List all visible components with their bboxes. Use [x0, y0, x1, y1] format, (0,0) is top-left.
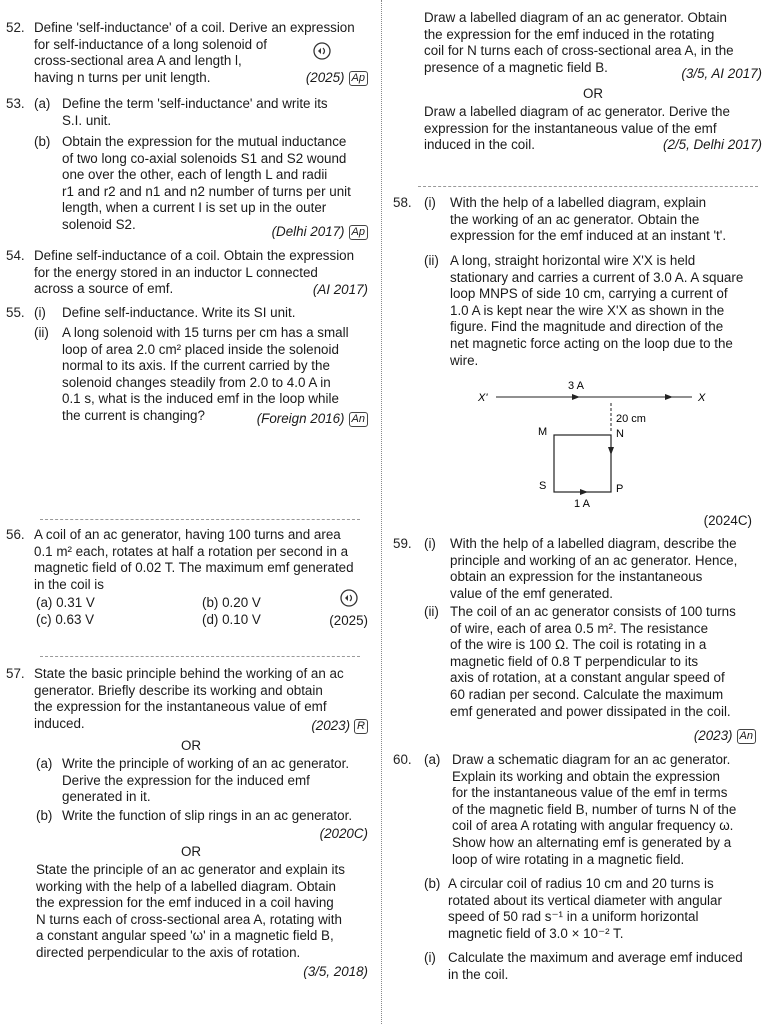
text-line: expression for the emf induced at an instant 't'.	[450, 228, 727, 244]
or-label: OR	[582, 86, 604, 101]
part-label: (ii)	[424, 604, 439, 619]
source-tag: (2025) Ap	[306, 70, 368, 87]
text-line: net magnetic force acting on the loop due to the	[450, 335, 733, 351]
wire-current-label: 3 A	[568, 380, 584, 392]
part-label: (ii)	[34, 325, 49, 340]
question-text	[34, 527, 376, 593]
text-line: N turns each of cross-sectional area A, rotating with	[36, 911, 342, 927]
part-ii-text	[450, 604, 762, 720]
text-line: the expression for the instantaneous value of emf	[34, 699, 327, 715]
arrow-icon	[572, 394, 580, 400]
source-tag: (2024C)	[703, 513, 752, 528]
part-b-text	[448, 876, 762, 942]
text-line: axis of rotation, at a constant angular speed of	[450, 670, 725, 686]
part-label: (a)	[424, 752, 441, 767]
part-ii-text	[450, 253, 762, 369]
wire-loop-figure	[468, 375, 728, 515]
part-label: (b)	[36, 808, 53, 823]
text-line: loop MNPS of side 10 cm, carrying a current of	[450, 286, 728, 302]
s-label: S	[539, 480, 547, 492]
question-60	[388, 752, 762, 1002]
text-line: S.I. unit.	[62, 112, 112, 128]
text-line: of the magnetic field B, number of turns N of the	[452, 801, 737, 817]
text-line: generated in it.	[62, 789, 151, 805]
option-d[interactable]: (d) 0.10 V	[202, 612, 261, 627]
loop-current-label: 1 A	[574, 498, 590, 510]
text-line: With the help of a labelled diagram, describe the	[450, 536, 737, 551]
question-58	[388, 195, 762, 531]
text-line: obtain an expression for the instantaneous	[450, 569, 703, 585]
text-line: the expression for the emf induced in the rotating	[424, 26, 715, 42]
text-line: coil for N turns each of cross-sectional area A, in the	[424, 43, 734, 59]
text-line: r1 and r2 and n1 and n2 number of turns per unit	[62, 183, 351, 199]
text-line: across a source of emf.	[34, 281, 174, 297]
or-label: OR	[180, 844, 202, 859]
part-a-text	[62, 96, 376, 129]
part-label: (i)	[424, 536, 436, 551]
x-prime-label: X'	[478, 392, 488, 404]
column-divider	[381, 0, 382, 1024]
part-label: (ii)	[424, 253, 439, 268]
text-line: figure. Find the magnitude and direction of the	[450, 319, 724, 335]
text-line: Define 'self-inductance' of a coil. Derive an expression	[34, 20, 355, 35]
part-text: Define self-inductance. Write its SI unit.	[62, 305, 296, 320]
text-line: of the wire is 100 Ω. The coil is rotating in a	[450, 637, 707, 653]
text-line: in the coil.	[448, 966, 509, 982]
text-line: loop of area 2.0 cm² placed inside the solenoid	[62, 341, 339, 357]
question-57	[6, 666, 376, 986]
part-i-text	[450, 536, 762, 602]
text-line: length, when a current I is set up in the outer	[62, 200, 327, 216]
text-line: of two long co-axial solenoids S1 and S2 wound	[62, 150, 347, 166]
question-continuation	[424, 10, 762, 160]
part-a-text	[62, 756, 376, 806]
text-line: wire.	[450, 352, 479, 368]
text-line: The coil of an ac generator consists of 100 turns	[450, 604, 736, 619]
text-line: 60 radian per second. Calculate the maximum	[450, 686, 724, 702]
m-label: M	[538, 426, 548, 438]
part-i-text	[448, 950, 762, 983]
source-tag: (AI 2017)	[312, 282, 368, 297]
part-text: Write the function of slip rings in an ac generator.	[62, 808, 353, 823]
question-59	[388, 536, 762, 750]
question-number: 53.	[6, 96, 25, 111]
separator	[40, 656, 360, 657]
source-tag: (3/5, AI 2017)	[681, 66, 762, 81]
text-line: magnetic field of 0.02 T. The maximum emf generated	[34, 560, 354, 576]
text-line: for self-inductance of a long solenoid of	[34, 36, 267, 52]
text-line: in the coil is	[34, 576, 104, 592]
text-line: A long solenoid with 15 turns per cm has a small	[62, 325, 349, 340]
source-tag: (2023) An	[694, 728, 756, 745]
text-line: Show how an alternating emf is generated by a	[452, 834, 732, 850]
text-line: Define self-inductance of a coil. Obtain the expression	[34, 248, 355, 263]
an-badge: An	[349, 412, 368, 427]
question-52	[6, 20, 376, 90]
or-label: OR	[180, 738, 202, 753]
text-line: Obtain the expression for the mutual inductance	[62, 134, 347, 149]
text-line: induced.	[34, 715, 85, 731]
text-line: rotated about its vertical diameter with angular	[448, 892, 722, 908]
text-line: working with the help of a labelled diagram. Obtain	[36, 878, 336, 894]
text-line: A coil of an ac generator, having 100 turns and area	[34, 527, 341, 542]
text-line: State the basic principle behind the working of an ac	[34, 666, 344, 681]
question-number: 52.	[6, 20, 25, 35]
question-number: 59.	[393, 536, 412, 551]
text-line: presence of a magnetic field B.	[424, 59, 608, 75]
source-tag: (2025)	[329, 613, 368, 628]
text-line: Explain its working and obtain the expression	[452, 768, 720, 784]
text-line: normal to its axis. If the current carried by the	[62, 358, 330, 374]
separator	[40, 519, 360, 520]
ap-badge: Ap	[349, 71, 368, 86]
question-number: 55.	[6, 305, 25, 320]
text-line: for the instantaneous value of the emf in terms	[452, 785, 728, 801]
text-line: A circular coil of radius 10 cm and 20 turns is	[448, 876, 714, 891]
text-line: solenoid S2.	[62, 216, 136, 232]
text-line: principle and working of an ac generator. Hence,	[450, 552, 738, 568]
text-line: State the principle of an ac generator and explain its	[36, 862, 345, 877]
question-56	[6, 527, 376, 631]
text-line: 0.1 m² each, rotates at half a rotation per second in a	[34, 543, 349, 559]
text-line: the expression for the emf induced in a coil having	[36, 895, 334, 911]
arrow-icon	[665, 394, 673, 400]
question-number: 54.	[6, 248, 25, 263]
part-a-text	[452, 752, 762, 868]
question-number: 56.	[6, 527, 25, 542]
text-line: Draw a labelled diagram of an ac generator. Obtain	[424, 10, 727, 25]
text-line: Derive the expression for the induced emf	[62, 772, 310, 788]
text-line: having n turns per unit length.	[34, 69, 211, 85]
question-number: 58.	[393, 195, 412, 210]
part-label: (i)	[424, 195, 436, 210]
text-line: 1.0 A is kept near the wire X'X as shown in the	[450, 302, 725, 318]
x-label: X	[698, 392, 706, 404]
p-label: P	[616, 483, 624, 495]
r-badge: R	[354, 719, 368, 734]
text-line: Write the principle of working of an ac generator.	[62, 756, 350, 771]
text-line: the working of an ac generator. Obtain the	[450, 211, 700, 227]
ap-badge: Ap	[349, 225, 368, 240]
gap-label: 20 cm	[616, 413, 646, 425]
option-b[interactable]: (b) 0.20 V	[202, 595, 261, 610]
text-line: loop of wire rotating in a magnetic field.	[452, 851, 685, 867]
source-tag: (Delhi 2017) Ap	[272, 224, 368, 241]
text-line: magnetic field of 3.0 × 10⁻² T.	[448, 925, 624, 941]
question-54	[6, 248, 376, 302]
text-line: magnetic field of 0.8 T perpendicular to its	[450, 653, 699, 669]
square-loop	[554, 435, 611, 492]
text-line: emf generated and power dissipated in the coil.	[450, 703, 731, 719]
arrow-icon	[608, 447, 614, 455]
source-tag: (2/5, Delhi 2017)	[663, 137, 762, 152]
part-label: (a)	[34, 96, 51, 111]
arrow-icon	[580, 489, 588, 495]
question-number: 57.	[6, 666, 25, 681]
text-line: 0.1 s, what is the induced emf in the loop while	[62, 391, 339, 407]
question-text	[36, 862, 376, 962]
question-number: 60.	[393, 752, 412, 767]
part-label: (b)	[34, 134, 51, 149]
text-line: Draw a labelled diagram of ac generator. Derive the	[424, 104, 730, 119]
part-ii-text	[62, 325, 376, 425]
text-line: the current is changing?	[62, 407, 205, 423]
text-line: stationary and carries a current of 3.0 A. A square	[450, 269, 744, 285]
text-line: Define the term 'self-inductance' and write its	[62, 96, 328, 111]
text-line: generator. Briefly describe its working and obtain	[34, 682, 323, 698]
n-label: N	[616, 428, 624, 440]
text-line: speed of 50 rad s⁻¹ in a uniform horizontal	[448, 909, 699, 925]
text-line: value of the emf generated.	[450, 585, 614, 601]
question-55	[6, 305, 376, 435]
text-line: A long, straight horizontal wire X'X is held	[450, 253, 696, 268]
text-line: Calculate the maximum and average emf induced	[448, 950, 743, 965]
text-line: directed perpendicular to the axis of rotation.	[36, 944, 301, 960]
source-tag: (3/5, 2018)	[303, 964, 368, 979]
audio-icon[interactable]	[311, 42, 333, 60]
separator	[418, 186, 758, 187]
text-line: one over the other, each of length L and radii	[62, 167, 328, 183]
part-label: (a)	[36, 756, 53, 771]
text-line: of wire, each of area 0.5 m². The resistance	[450, 620, 709, 636]
an-badge: An	[737, 729, 756, 744]
source-tag: (2023) R	[311, 718, 368, 735]
part-i-text	[450, 195, 762, 245]
text-line: a constant angular speed 'ω' in a magnetic field B,	[36, 928, 334, 944]
option-c[interactable]: (c) 0.63 V	[36, 612, 95, 627]
source-tag: (2020C)	[319, 826, 368, 841]
text-line: coil of area A rotating with angular frequency ω.	[452, 818, 734, 834]
text-line: cross-sectional area A and length l,	[34, 53, 242, 69]
part-label: (i)	[34, 305, 46, 320]
text-line: With the help of a labelled diagram, explain	[450, 195, 707, 210]
text-line: solenoid changes steadily from 2.0 to 4.0 A in	[62, 374, 331, 390]
text-line: expression for the instantaneous value of the emf	[424, 120, 717, 136]
part-b-text	[62, 134, 376, 234]
part-label: (i)	[424, 950, 436, 965]
option-a[interactable]: (a) 0.31 V	[36, 595, 95, 610]
audio-icon[interactable]	[338, 589, 360, 607]
text-line: for the energy stored in an inductor L connected	[34, 264, 318, 280]
part-label: (b)	[424, 876, 441, 891]
source-tag: (Foreign 2016) An	[257, 411, 368, 428]
text-line: Draw a schematic diagram for an ac generator.	[452, 752, 731, 767]
text-line: induced in the coil.	[424, 137, 535, 153]
question-53	[6, 96, 376, 246]
